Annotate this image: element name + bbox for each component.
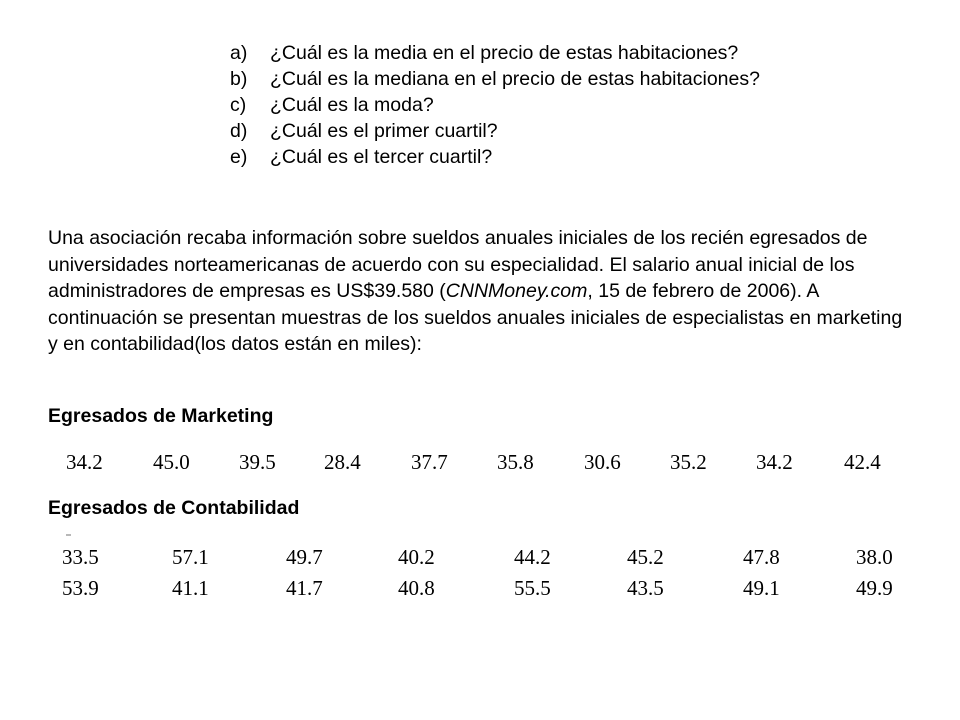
question-letter: e): [230, 146, 248, 168]
value-cell: 49.7: [286, 545, 323, 569]
question-item: [230, 144, 760, 170]
question-text: ¿Cuál es la mediana en el precio de estas habitaciones?: [270, 68, 760, 90]
value-cell: 45.0: [153, 450, 190, 474]
marketing-heading: Egresados de Marketing: [48, 405, 274, 427]
value-cell: 33.5: [62, 545, 99, 569]
value-cell: 37.7: [411, 450, 448, 474]
value-cell: 35.8: [497, 450, 534, 474]
value-cell: 41.7: [286, 576, 323, 600]
value-cell: 53.9: [62, 576, 99, 600]
question-item: [230, 118, 760, 144]
question-letter: a): [230, 42, 248, 64]
value-cell: 42.4: [844, 450, 881, 474]
value-cell: 55.5: [514, 576, 551, 600]
value-cell: 34.2: [66, 450, 103, 474]
value-cell: 28.4: [324, 450, 361, 474]
value-cell: 39.5: [239, 450, 276, 474]
question-letter: b): [230, 68, 248, 90]
value-cell: 35.2: [670, 450, 707, 474]
accounting-heading: Egresados de Contabilidad: [48, 497, 300, 519]
problem-statement: [48, 225, 912, 358]
question-text: ¿Cuál es el tercer cuartil?: [270, 146, 493, 168]
question-letter: c): [230, 94, 247, 116]
value-cell: 57.1: [172, 545, 209, 569]
value-cell: 49.1: [743, 576, 780, 600]
question-item: [230, 66, 760, 92]
scan-mark: [66, 534, 71, 536]
question-letter: d): [230, 120, 248, 142]
value-cell: 40.2: [398, 545, 435, 569]
question-item: [230, 40, 760, 66]
value-cell: 45.2: [627, 545, 664, 569]
question-list: [230, 40, 760, 170]
source-citation: CNNMoney.com: [445, 280, 588, 302]
value-cell: 40.8: [398, 576, 435, 600]
question-item: [230, 92, 760, 118]
value-cell: 30.6: [584, 450, 621, 474]
value-cell: 49.9: [856, 576, 893, 600]
statement-text-end: , 15 de febrero de 2006). A continuación se presentan muestras de los sueldos anuales iniciales de especialistas en marketing y en contabilidad(los datos están en miles):: [48, 280, 903, 355]
question-text: ¿Cuál es el primer cuartil?: [270, 120, 498, 142]
statement-text: Una asociación recaba información sobre sueldos anuales iniciales de los recién egresados de universidades norteamericanas de acuerdo con su especialidad. El salario anual inicial de los administradores de empresas es US$39.580 (: [48, 227, 868, 302]
value-cell: 34.2: [756, 450, 793, 474]
value-cell: 47.8: [743, 545, 780, 569]
value-cell: 43.5: [627, 576, 664, 600]
value-cell: 38.0: [856, 545, 893, 569]
question-text: ¿Cuál es la media en el precio de estas habitaciones?: [270, 42, 739, 64]
value-cell: 41.1: [172, 576, 209, 600]
value-cell: 44.2: [514, 545, 551, 569]
question-text: ¿Cuál es la moda?: [270, 94, 434, 116]
